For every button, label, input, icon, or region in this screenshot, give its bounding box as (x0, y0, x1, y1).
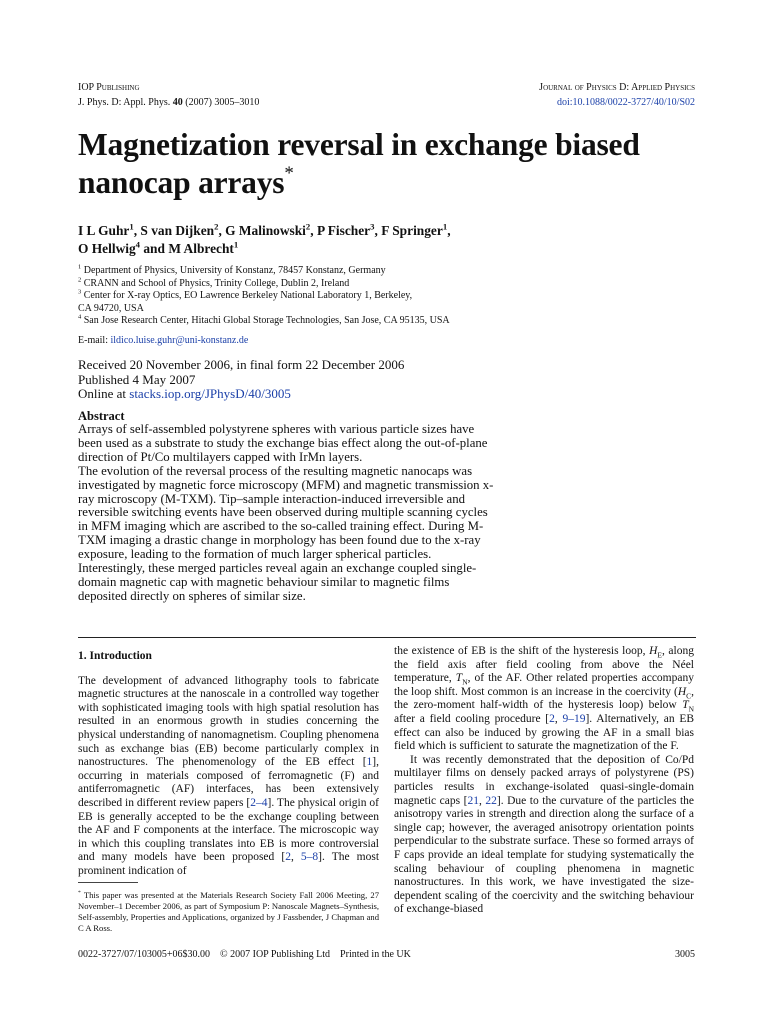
printed-note: Printed in the UK (340, 949, 411, 960)
affiliation-number: 1 (78, 263, 82, 271)
text-run: ]. The most prominent indication of (78, 851, 380, 877)
author-affiliation-mark: 1 (233, 239, 239, 250)
body-paragraph (78, 675, 379, 879)
author-affiliation-mark: 2 (305, 221, 311, 232)
online-line (78, 387, 404, 402)
reference-link[interactable]: 5–8 (300, 851, 319, 864)
text-run: ], occurring in materials composed of ferromagnetic (F) and antiferromagnetic (AF) interfaces, has been extensively described in different review papers [ (78, 756, 379, 809)
reference-link[interactable]: 1 (366, 756, 373, 769)
published-date: Published 4 May 2007 (78, 371, 196, 387)
online-label: Online at (78, 386, 130, 401)
copyright-notice: © 2007 IOP Publishing Ltd (220, 949, 331, 960)
footnote-divider (78, 882, 138, 883)
online-link[interactable]: stacks.iop.org/JPhysD/40/3005 (129, 386, 291, 401)
text-run: ]. The physical origin of EB is generally accepted to be the exchange coupling between the AF and F components at the interface. The microscopic way in which this coupling translates into EB is more controversial and many models have been proposed [ (78, 796, 379, 864)
citation-volume: 40 (172, 97, 183, 108)
author-name: S van Dijken (140, 223, 215, 238)
citation-prefix: J. Phys. D: Appl. Phys. (78, 97, 173, 108)
abstract-paragraph: The evolution of the reversal process of the resulting magnetic nanocaps was investigated by magnetic force microscopy (MFM) and magnetic transmission x-ray microscopy (M-TXM). Tip–sample interaction-induced irreversible and reversible switching events have been observed during multiple scanning cycles in MFM imaging which are ascribed to the so-called training effect. During M-TXM imaging a drastic change in morphology has been found due to the x-ray exposure, leading to the formation of much larger spherical particles. Interestingly, these merged particles reveal again an exchange coupled single-domain magnetic cap with magnetic behaviour similar to magnetic films deposited directly on spheres of similar size. (78, 463, 494, 603)
citation-suffix: (2007) 3005–3010 (182, 97, 260, 108)
math-symbol: T (455, 672, 463, 685)
journal-name: Journal of Physics D: Applied Physics (539, 82, 695, 93)
math-subscript: N (688, 704, 694, 714)
author-affiliation-mark: 1 (442, 221, 448, 232)
page-number: 3005 (675, 949, 695, 960)
footnote-mark: * (78, 890, 81, 897)
title-footnote-mark: * (284, 163, 294, 184)
author-name: M Albrecht (168, 241, 234, 256)
section-heading: 1. Introduction (78, 650, 152, 662)
text-run: The development of advanced lithography tools to fabricate magnetic structures at the nanoscale in a controlled way together with sophisticated imaging tools with high spatial resolution has resulted in an enormous growth in studies concerning the physical understanding of nanomagnetism. Coupling phenomena such as exchange bias (EB) become particularly complex in nanostructures. The phenomenology of the EB effect [ (78, 674, 379, 769)
text-run: the existence of EB is the shift of the hysteresis loop, (394, 645, 650, 657)
text-run: after a field cooling procedure [ (394, 712, 550, 725)
reference-link[interactable]: 9–19 (562, 712, 586, 725)
section-divider (78, 637, 696, 638)
reference-link[interactable]: 2 (549, 712, 555, 725)
reference-link[interactable]: 2–4 (250, 796, 268, 809)
page-footer (78, 949, 696, 960)
math-subscript: E (657, 650, 662, 660)
affiliation-text: Department of Physics, University of Konstanz, 78457 Konstanz, Germany (83, 265, 386, 276)
author-affiliation-mark: 4 (135, 239, 141, 250)
reference-link[interactable]: 2 (285, 851, 291, 864)
author-name: P Fischer (316, 223, 371, 238)
author-name: F Springer (381, 223, 443, 238)
author-name: I L Guhr (78, 223, 130, 238)
citation (78, 97, 259, 108)
math-symbol: T (682, 699, 689, 712)
affiliation-number: 3 (78, 288, 82, 296)
text-run: It was recently demonstrated that the deposition of Co/Pd multilayer films on densely packed arrays of polystyrene (PS) particles results in exchange-isolated quasi-single-domain magnetic caps [ (394, 753, 694, 807)
footnote (78, 890, 379, 934)
left-column (78, 650, 379, 879)
doi-link[interactable]: doi:10.1088/0022-3727/40/10/S02 (556, 97, 695, 108)
received-date: Received 20 November 2006, in final form 22 December 2006 (78, 357, 405, 372)
reference-link[interactable]: 21 (467, 794, 479, 807)
author-affiliation-mark: 3 (370, 221, 375, 232)
affiliation-number: 4 (78, 314, 82, 322)
article-title-text: Magnetization reversal in exchange biased nanocap arrays (78, 127, 640, 200)
author-name: G Malinowski (225, 223, 306, 238)
affiliation (78, 315, 718, 328)
body-paragraph (394, 754, 694, 917)
affiliation-text: San Jose Research Center, Hitachi Global Storage Technologies, San Jose, CA 95135, USA (83, 315, 450, 327)
text-run: , (290, 851, 301, 864)
text-run: , (554, 712, 563, 725)
text-run: , along the field axis after field cooling from above the Néel temperature, (394, 645, 694, 685)
math-subscript: N (462, 677, 468, 687)
math-symbol: H (649, 645, 658, 657)
math-symbol: H (677, 685, 687, 698)
right-column (394, 645, 694, 917)
affiliation-number: 2 (78, 276, 82, 284)
author-name: O Hellwig (78, 241, 136, 256)
affiliation-text: CA 94720, USA (78, 302, 144, 314)
affiliation (78, 303, 718, 316)
text-run: ]. Due to the curvature of the particles the anisotropy varies in strength and direction along the surface of a single cap; however, the averaged anisotropy orientation points perpendicular to the substrate surface. These so formed arrays of F caps provide an ideal template for studying systematically the scaling behaviour of coupling phenomena in magnetic nanostructures. In this work, we have investigated the size-dependent scaling of the coercivity and the switching behaviour of exchange-biased (394, 794, 694, 916)
author-affiliation-mark: 2 (214, 221, 219, 232)
affiliation (78, 290, 718, 303)
publisher-name: IOP Publishing (78, 82, 140, 93)
affiliation-text: Center for X-ray Optics, EO Lawrence Berkeley National Laboratory 1, Berkeley, (83, 290, 413, 302)
text-run: , of the AF. Other related properties accompany the loop shift. Most common is an increase in the coercivity ( (394, 672, 694, 698)
contact-email (78, 335, 248, 346)
text-run: ]. Alternatively, an EB effect can also be induced by growing the AF in a small bias field which is sufficient to saturate the magnetization of the F. (394, 712, 695, 753)
text-run: , (478, 794, 486, 807)
email-label: E-mail: (78, 335, 111, 346)
abstract-paragraph: Arrays of self-assembled polystyrene spheres with various particle sizes have been used as a substrate to study the exchange bias effect along the out-of-plane direction of Pt/Co multilayers capped with IrMn layers. (78, 422, 488, 464)
author-affiliation-mark: 1 (129, 221, 134, 232)
abstract-heading: Abstract (78, 409, 125, 423)
text-run: , the zero-moment half-width of the hysteresis loop) below (394, 685, 694, 712)
publication-dates (78, 358, 404, 402)
footnote-text: This paper was presented at the Materials Research Society Fall 2006 Meeting, 27 November–1 December 2006, as part of Symposium P: Nanoscale Magnets–Synthesis, Self-assembly, Properties and Applications, organized by J Fassbender, J Chapman and C A Ross. (78, 890, 379, 933)
article-title (78, 126, 718, 202)
issn-code: 0022-3727/07/103005+06$30.00 (78, 949, 211, 960)
affiliation (78, 278, 718, 291)
body-paragraph (394, 645, 694, 754)
affiliation (78, 265, 718, 278)
affiliation-list (78, 265, 718, 328)
math-subscript: C (686, 691, 692, 701)
abstract-body (78, 423, 498, 604)
affiliation-text: CRANN and School of Physics, Trinity College, Dublin 2, Ireland (83, 277, 350, 289)
reference-link[interactable]: 22 (485, 794, 497, 807)
author-list: I L Guhr$^1$, S van Dijken$^2$, G Malinowski$^2$, P Fischer$^3$, F Springer$^1$, O Hellwig$^4$ and M Albrecht$^1$ (78, 221, 451, 256)
email-link[interactable]: ildico.luise.guhr@uni-konstanz.de (110, 335, 249, 346)
